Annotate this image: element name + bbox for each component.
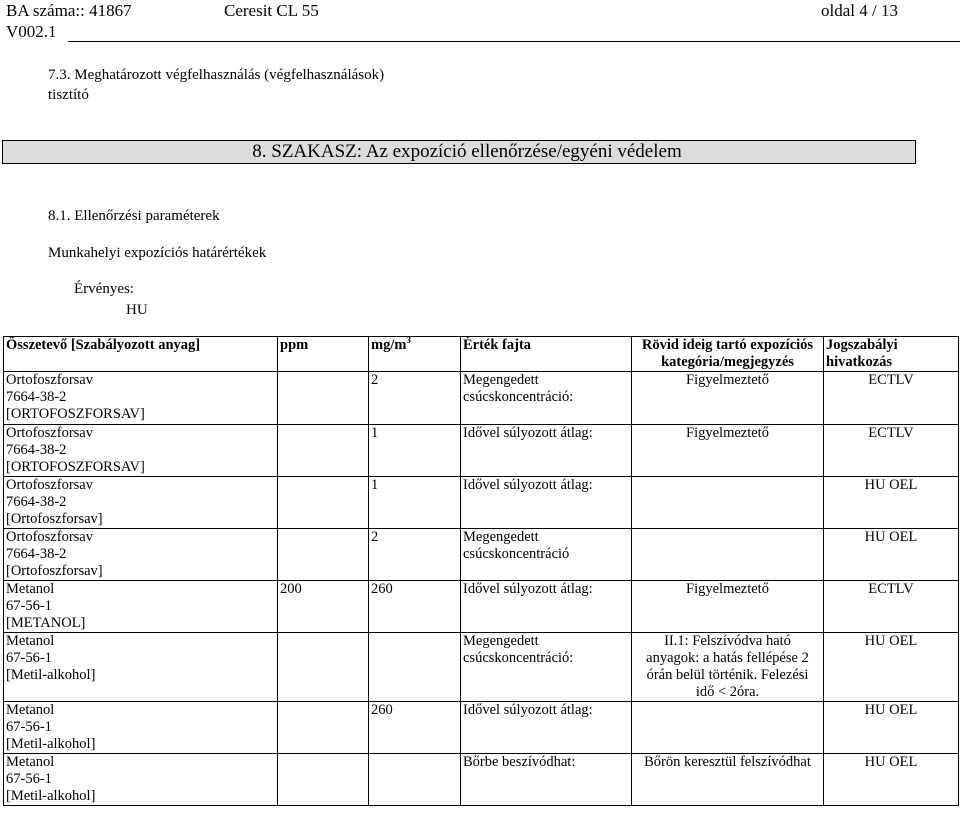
col-header-category-line1: Rövid ideig tartó expozíciós (641, 337, 814, 353)
reference-cell: HU OEL (824, 633, 959, 702)
header-rule (68, 41, 960, 42)
component-cas: 7664-38-2 (6, 546, 67, 562)
component-name: Ortofoszforsav (6, 372, 93, 388)
component-name: Ortofoszforsav (6, 477, 93, 493)
table-row (4, 477, 959, 529)
category-cell (632, 529, 824, 581)
type-line1: Idővel súlyozott átlag: (463, 702, 593, 718)
type-line1: Idővel súlyozott átlag: (463, 477, 593, 493)
component-name: Metanol (6, 633, 55, 649)
table-row (4, 581, 959, 633)
component-regulated: [ORTOFOSZFORSAV] (6, 459, 145, 475)
col-header-mgm3 (369, 337, 461, 372)
reference-cell: HU OEL (824, 702, 959, 754)
col-header-ppm: ppm (278, 337, 369, 372)
type-line2: csúcskoncentráció (463, 546, 570, 562)
product-name: Ceresit CL 55 (224, 1, 319, 20)
mgm3-cell: 1 (369, 477, 461, 529)
type-line1: Megengedett (463, 372, 539, 388)
type-line1: Idővel súlyozott átlag: (463, 425, 593, 441)
category-cell (632, 477, 824, 529)
mgm3-cell: 2 (369, 529, 461, 581)
type-cell (461, 477, 632, 529)
reference-cell: HU OEL (824, 477, 959, 529)
table-header-row (4, 337, 959, 372)
type-cell (461, 372, 632, 425)
component-cas: 67-56-1 (6, 598, 52, 614)
category-line2: anyagok: a hatás fellépése 2 (646, 650, 809, 666)
ppm-cell (278, 702, 369, 754)
category-cell (632, 372, 824, 425)
type-line2: csúcskoncentráció: (463, 650, 574, 666)
page-number: oldal 4 / 13 (821, 1, 898, 20)
type-cell (461, 754, 632, 806)
ppm-cell (278, 529, 369, 581)
category-line3: órán belül történik. Felezési (646, 667, 809, 683)
col-header-category-line2: kategória/megjegyzés (661, 354, 794, 370)
component-name: Metanol (6, 754, 55, 770)
section-8-1-title: 8.1. Ellenőrzési paraméterek (48, 208, 220, 224)
category-cell (632, 425, 824, 477)
ppm-cell (278, 372, 369, 425)
component-regulated: [ORTOFOSZFORSAV] (6, 406, 145, 422)
ba-number: BA száma:: 41867 (6, 1, 132, 20)
category-line1: II.1: Felszívódva ható (664, 633, 791, 649)
type-cell (461, 581, 632, 633)
type-cell (461, 702, 632, 754)
section-8-heading (2, 140, 916, 164)
col-header-mgm3-text: mg/m (371, 337, 407, 353)
component-name: Metanol (6, 581, 55, 597)
component-cas: 67-56-1 (6, 719, 52, 735)
component-cell (4, 477, 278, 529)
table-row (4, 425, 959, 477)
ppm-cell (278, 754, 369, 806)
col-header-category (632, 337, 824, 372)
component-name: Ortofoszforsav (6, 425, 93, 441)
component-cas: 67-56-1 (6, 771, 52, 787)
mgm3-cell: 1 (369, 425, 461, 477)
valid-value: HU (126, 302, 148, 318)
mgm3-cell: 2 (369, 372, 461, 425)
table-row (4, 529, 959, 581)
mgm3-cell (369, 754, 461, 806)
component-cell (4, 425, 278, 477)
exposure-limits-table (3, 336, 959, 806)
component-cell (4, 529, 278, 581)
type-line1: Bőrbe beszívódhat: (463, 754, 576, 770)
mgm3-cell: 260 (369, 702, 461, 754)
component-cas: 7664-38-2 (6, 494, 67, 510)
col-header-reference-line2: hivatkozás (826, 354, 893, 370)
col-header-reference (824, 337, 959, 372)
mgm3-cell (369, 633, 461, 702)
type-line1: Megengedett (463, 529, 539, 545)
component-regulated: [Ortofoszforsav] (6, 511, 103, 527)
reference-cell: ECTLV (824, 425, 959, 477)
type-cell (461, 633, 632, 702)
section-8-title: 8. SZAKASZ: Az expozíció ellenőrzése/egyéni védelem (252, 141, 682, 162)
type-cell (461, 529, 632, 581)
category-line1: Figyelmeztető (686, 425, 769, 441)
category-cell (632, 702, 824, 754)
table-row (4, 702, 959, 754)
category-cell (632, 581, 824, 633)
type-cell (461, 425, 632, 477)
component-regulated: [Metil-alkohol] (6, 788, 96, 804)
component-regulated: [METANOL] (6, 615, 86, 631)
component-cell (4, 754, 278, 806)
component-cell (4, 702, 278, 754)
type-line1: Megengedett (463, 633, 539, 649)
category-line1: Figyelmeztető (686, 372, 769, 388)
component-name: Ortofoszforsav (6, 529, 93, 545)
ppm-cell (278, 477, 369, 529)
col-header-component: Összetevő [Szabályozott anyag] (4, 337, 278, 372)
col-header-type: Érték fajta (461, 337, 632, 372)
type-line2: csúcskoncentráció: (463, 389, 574, 405)
component-regulated: [Metil-alkohol] (6, 667, 96, 683)
reference-cell: ECTLV (824, 581, 959, 633)
valid-label: Érvényes: (74, 281, 134, 297)
component-regulated: [Metil-alkohol] (6, 736, 96, 752)
component-cell (4, 633, 278, 702)
section-7-3-value: tisztító (48, 87, 89, 103)
component-cas: 7664-38-2 (6, 442, 67, 458)
ppm-cell (278, 425, 369, 477)
reference-cell: ECTLV (824, 372, 959, 425)
version: V002.1 (6, 22, 57, 41)
table-row (4, 633, 959, 702)
component-name: Metanol (6, 702, 55, 718)
col-header-mgm3-sup: 3 (406, 336, 411, 346)
col-header-reference-line1: Jogszabályi (826, 337, 898, 353)
component-cell (4, 581, 278, 633)
type-line1: Idővel súlyozott átlag: (463, 581, 593, 597)
category-line1: Figyelmeztető (686, 581, 769, 597)
ppm-cell (278, 633, 369, 702)
category-line1: Bőrön keresztül felszívódhat (644, 754, 811, 770)
component-cas: 7664-38-2 (6, 389, 67, 405)
ppm-cell: 200 (278, 581, 369, 633)
component-cell (4, 372, 278, 425)
category-cell (632, 633, 824, 702)
component-regulated: [Ortofoszforsav] (6, 563, 103, 579)
limits-title: Munkahelyi expozíciós határértékek (48, 245, 267, 261)
table-row (4, 754, 959, 806)
reference-cell: HU OEL (824, 529, 959, 581)
section-7-3-title: 7.3. Meghatározott végfelhasználás (végfelhasználások) (48, 67, 385, 83)
table-row (4, 372, 959, 425)
category-cell (632, 754, 824, 806)
component-cas: 67-56-1 (6, 650, 52, 666)
reference-cell: HU OEL (824, 754, 959, 806)
mgm3-cell: 260 (369, 581, 461, 633)
category-line4: idő < 2óra. (695, 684, 760, 700)
